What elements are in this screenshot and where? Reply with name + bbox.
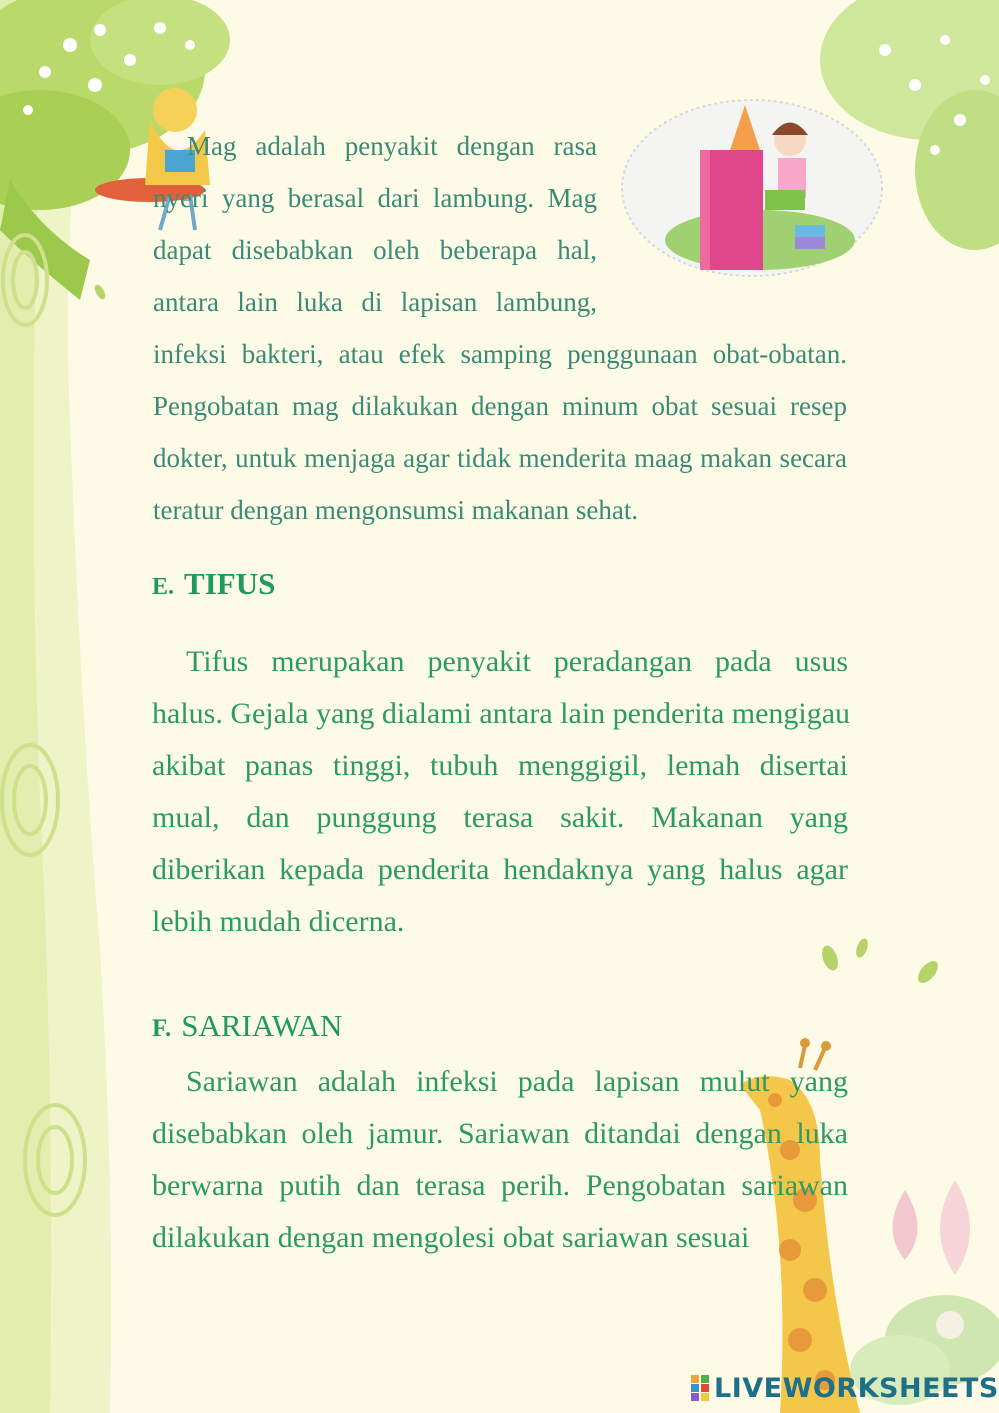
text-line: berwarna putih dan terasa perih. Pengobatan sariawan [152,1169,848,1202]
text-line: antara lain luka di lapisan lambung, [153,287,597,317]
section-heading-tifus [152,566,275,602]
text-line: mual, dan punggung terasa sakit. Makanan yang [152,801,848,834]
section-title: SARIAWAN [181,1008,343,1043]
text-line: teratur dengan mengonsumsi makanan sehat. [153,495,639,525]
paragraph-sariawan [152,1056,848,1264]
text-line: akibat panas tinggi, tubuh menggigil, lemah disertai [152,749,848,782]
section-heading-sariawan [152,1008,342,1044]
paragraph-mag-intro [153,120,597,328]
text-line: infeksi bakteri, atau efek samping penggunaan obat-obatan. [153,339,847,369]
text-line: dilakukan dengan mengolesi obat sariawan sesuai [152,1221,750,1254]
text-line: lebih mudah dicerna. [152,905,405,938]
text-line: Sariawan adalah infeksi pada lapisan mulut yang [186,1065,848,1098]
section-title: TIFUS [184,566,276,601]
text-line: diberikan kepada penderita hendaknya yang halus agar [152,853,848,886]
text-line: dapat disebabkan oleh beberapa hal, [153,235,597,265]
text-line: halus. Gejala yang dialami antara lain penderita mengigau [152,697,851,730]
text-line: nyeri yang berasal dari lambung. Mag [153,183,597,213]
text-line: Pengobatan mag dilakukan dengan minum obat sesuai resep [153,391,847,421]
reading-child-illustration [622,100,882,276]
text-line: disebabkan oleh jamur. Sariawan ditandai dengan luka [152,1117,848,1150]
text-line: Tifus merupakan penyakit peradangan pada usus [186,645,848,678]
paragraph-mag-continued [153,328,847,536]
section-letter: F. [152,1015,172,1042]
section-letter: E. [152,574,175,600]
brand-name: LIVEWORKSHEETS [714,1372,999,1404]
text-line: dokter, untuk menjaga agar tidak menderita maag makan secara [153,443,847,473]
text-line: Mag adalah penyakit dengan rasa [187,131,597,161]
paragraph-tifus [152,636,851,948]
liveworksheets-brand[interactable] [690,1370,999,1406]
liveworksheets-logo-icon [690,1373,710,1403]
